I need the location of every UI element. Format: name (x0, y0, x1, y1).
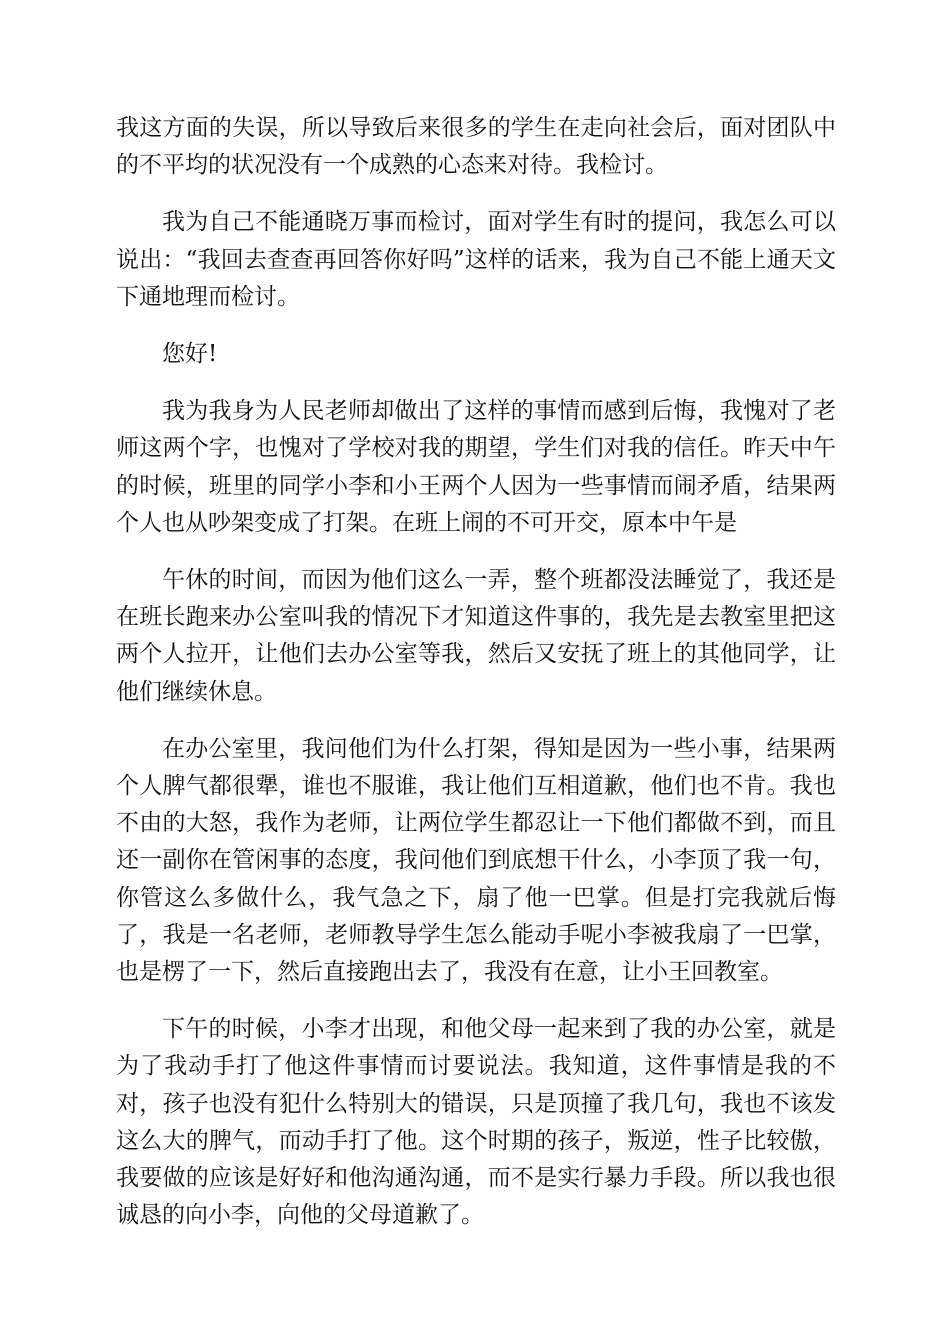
greeting-paragraph: 您好! (162, 341, 218, 368)
paragraph-2: 我为自己不能通晓万事而检讨，面对学生有时的提问，我怎么可以说出：“我回去查查再回答你好吗”这样的话来，我为自己不能上通天文下通地理而检讨。 (116, 209, 836, 310)
paragraph-6: 在办公室里，我问他们为什么打架，得知是因为一些小事，结果两个人脾气都很犟，谁也不服谁，我让他们互相道歉，他们也不肯。我也不由的大怒，我作为老师，让两位学生都忍让一下他们都做不到，而且还一副你在管闲事的态度，我问他们到底想干什么，小李顶了我一句，你管这么多做什么，我气急之下，扇了他一巴掌。但是打完我就后悔了，我是一名老师，老师教导学生怎么能动手呢小李被我扇了一巴掌，也是楞了一下，然后直接跑出去了，我没有在意，让小王回教室。 (116, 735, 836, 986)
paragraph-7: 下午的时候，小李才出现，和他父母一起来到了我的办公室，就是为了我动手打了他这件事情而讨要说法。我知道，这件事情是我的不对，孩子也没有犯什么特别大的错误，只是顶撞了我几句，我也不该发这么大的脾气，而动手打了他。这个时期的孩子，叛逆，性子比较傲，我要做的应该是好好和他沟通沟通，而不是实行暴力手段。所以我也很诚恳的向小李，向他的父母道歉了。 (116, 1016, 836, 1229)
document-body (116, 110, 836, 1254)
paragraph-5: 午休的时间，而因为他们这么一弄，整个班都没法睡觉了，我还是在班长跑来办公室叫我的情况下才知道这件事的，我先是去教室里把这两个人拉开，让他们去办公室等我，然后又安抚了班上的其他同学，让他们继续休息。 (116, 567, 836, 705)
paragraph-1: 我这方面的失误，所以导致后来很多的学生在走向社会后，面对团队中的不平均的状况没有一个成熟的心态来对待。我检讨。 (116, 115, 836, 179)
paragraph-4: 我为我身为人民老师却做出了这样的事情而感到后悔，我愧对了老师这两个字，也愧对了学校对我的期望，学生们对我的信任。昨天中午的时候，班里的同学小李和小王两个人因为一些事情而闹矛盾，结果两个人也从吵架变成了打架。在班上闹的不可开交，原本中午是 (116, 398, 836, 536)
